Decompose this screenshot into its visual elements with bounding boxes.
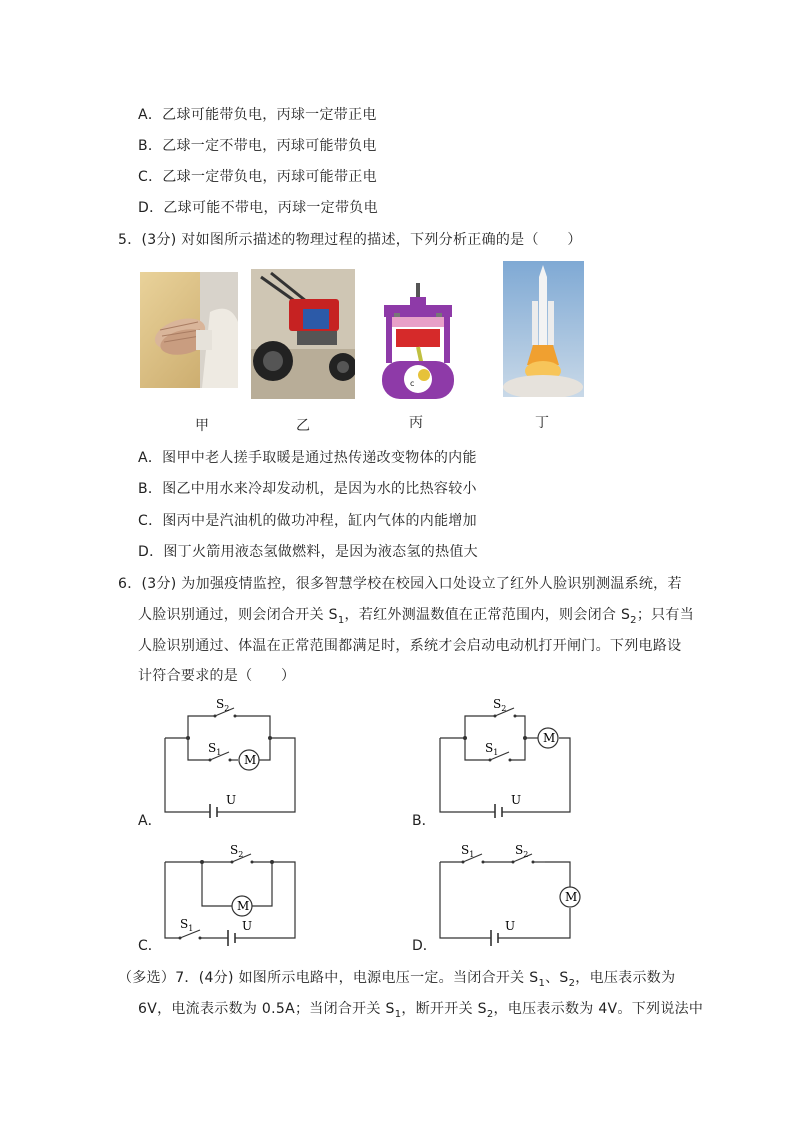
d-s2-label: $S_2$: [515, 843, 529, 859]
q5-option-d: D．图丁火箭用液态氢做燃料，是因为液态氢的热值大: [138, 544, 478, 560]
circuit-a-label: A．: [138, 813, 162, 829]
c-source-label: U: [242, 919, 253, 933]
a-source-label: U: [226, 793, 237, 807]
q6-stem-line2: 人脸识别通过，则会闭合开关 $S_1$，若红外测温数值在正常范围内，则会闭合 $S_2$；只有当: [138, 607, 695, 626]
q5-stem: 5．(3分) 对如图所示描述的物理过程的描述，下列分析正确的是（ ）: [118, 232, 582, 248]
c-s1-label: $S_1$: [180, 917, 194, 933]
svg-text:c: c: [410, 379, 415, 388]
fig-engine-cylinder-diagram: [380, 283, 456, 401]
circuit-c-label: C．: [138, 938, 162, 954]
a-s2-label: $S_2$: [216, 697, 230, 713]
circuit-b-label: B．: [412, 813, 436, 829]
c-motor-label: M: [237, 899, 250, 913]
q7-stem-line1: （多选）7．(4分) 如图所示电路中，电源电压一定。当闭合开关 $S_1$、$S_2$，电压表示数为: [118, 970, 676, 989]
q4-option-c: C．乙球一定带负电，丙球可能带正电: [138, 169, 377, 185]
a-s1-label: $S_1$: [208, 741, 222, 757]
q7-stem-line2: 6V，电流表示数为 0.5A；当闭合开关 $S_1$，断开开关 $S_2$，电压表示数为 4V。下列说法中: [138, 1001, 704, 1020]
fig-rocket-image: [503, 261, 584, 397]
caption-bing: 丙: [409, 415, 423, 431]
b-motor-label: M: [543, 731, 556, 745]
caption-jia: 甲: [195, 418, 209, 434]
q4-option-a: A．乙球可能带负电，丙球一定带正电: [138, 107, 377, 123]
q4-option-d: D．乙球可能不带电，丙球一定带负电: [138, 200, 378, 216]
caption-ding: 丁: [535, 415, 549, 431]
d-source-label: U: [505, 919, 516, 933]
q6-stem-line3: 人脸识别通过、体温在正常范围都满足时，系统才会启动电动机打开闸门。下列电路设: [138, 638, 682, 654]
b-s2-label: $S_2$: [493, 697, 507, 713]
a-motor-label: M: [244, 753, 257, 767]
fig-tractor-image: [251, 269, 355, 399]
b-source-label: U: [511, 793, 522, 807]
q6-stem-line4: 计符合要求的是（ ）: [138, 668, 296, 684]
d-s1-label: $S_1$: [461, 843, 475, 859]
d-motor-label: M: [565, 890, 578, 904]
q5-option-c: C．图丙中是汽油机的做功冲程，缸内气体的内能增加: [138, 513, 477, 529]
circuit-a-diagram: [160, 696, 302, 818]
circuit-d-diagram: [435, 842, 585, 948]
q6-stem-line1: 6．(3分) 为加强疫情监控，很多智慧学校在校园入口处设立了红外人脸识别测温系统，若: [118, 576, 682, 592]
circuit-b-diagram: [435, 696, 577, 818]
c-s2-label: $S_2$: [230, 843, 244, 859]
q4-option-b: B．乙球一定不带电，丙球可能带负电: [138, 138, 377, 154]
circuit-c-diagram: [160, 842, 302, 948]
caption-yi: 乙: [296, 418, 310, 434]
b-s1-label: $S_1$: [485, 741, 499, 757]
q5-option-b: B．图乙中用水来冷却发动机，是因为水的比热容较小: [138, 481, 477, 497]
circuit-d-label: D．: [412, 938, 437, 954]
q5-option-a: A．图甲中老人搓手取暖是通过热传递改变物体的内能: [138, 450, 477, 466]
fig-rubbing-hands-image: [140, 272, 238, 388]
